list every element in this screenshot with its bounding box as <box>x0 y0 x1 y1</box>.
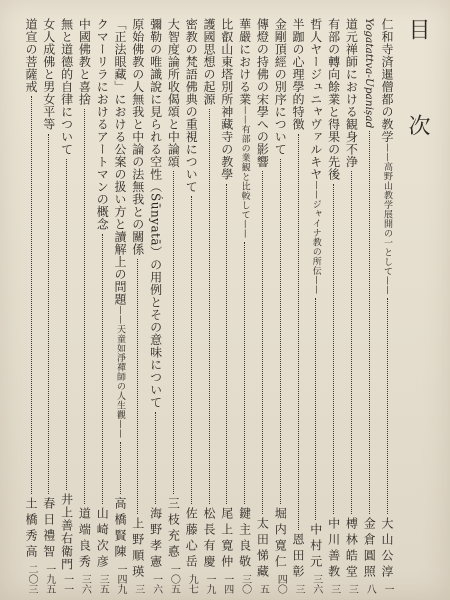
toc-entry <box>149 18 163 594</box>
entry-page-number: 三 <box>293 584 304 594</box>
entry-page-number: 一六 <box>150 574 162 594</box>
entry-title <box>131 18 145 256</box>
entry-title <box>344 18 358 168</box>
entry-title-text: 護國思想の起源 <box>202 18 216 106</box>
entry-title-text: 女人成佛と男女平等 <box>41 18 56 131</box>
entry-page-number: 一一 <box>61 574 73 594</box>
entry-page-number: 二〇三 <box>26 564 37 594</box>
entry-author: 佐藤心岳 <box>184 507 199 571</box>
entry-subtitle: ——高野山教学展開の一として—— <box>382 143 392 295</box>
entry-page-number: 三 <box>328 584 340 594</box>
entry-title <box>309 18 323 295</box>
entry-title <box>60 18 74 156</box>
entry-title-text: 彌勒の唯識說に見られる空性（Śūnyatā）の用例とその意味について <box>148 18 163 409</box>
entry-author: 尾上寛仲 <box>219 507 234 571</box>
entry-title <box>362 18 376 128</box>
entry-title-text: 華嚴における業 <box>237 18 252 106</box>
toc-entry <box>24 18 38 594</box>
entry-title <box>24 18 38 93</box>
entry-author: 金倉圓照 <box>362 517 377 581</box>
entry-author: 海野孝憲 <box>148 507 163 571</box>
entry-author: 中川善教 <box>326 517 341 581</box>
entry-title <box>95 18 109 231</box>
entry-author: 大山公淳 <box>380 517 394 581</box>
entry-page-number: 三五 <box>97 574 109 594</box>
entry-author: 井上善右衛門 <box>59 493 74 571</box>
entry-page-number: 四〇 <box>275 574 287 594</box>
entry-title <box>166 18 180 168</box>
dot-leader <box>226 184 227 505</box>
entry-author: 堀内寛仁 <box>273 507 288 571</box>
entry-title <box>184 18 198 193</box>
entry-title <box>113 18 127 439</box>
toc-entry <box>220 18 234 594</box>
entry-title-text: 半跏の心理學的特徴 <box>291 18 305 131</box>
entry-author: 太田悌藏 <box>255 517 270 581</box>
entry-author: 土橋秀高 <box>24 497 38 561</box>
entry-title <box>238 18 252 239</box>
dot-leader <box>155 412 156 504</box>
entry-author: 春日禮智 <box>41 497 56 561</box>
toc-entry <box>60 18 74 594</box>
entry-title <box>273 18 287 156</box>
dot-leader <box>369 131 370 514</box>
entry-title <box>255 18 269 168</box>
toc-entry <box>131 18 145 594</box>
dot-leader <box>244 242 245 505</box>
entry-subtitle: ——天童如淨禪師の人生觀—— <box>115 305 125 439</box>
entry-page-number: 一 <box>382 584 393 594</box>
toc-entry <box>238 18 252 594</box>
entry-title <box>291 18 305 131</box>
dot-leader <box>333 184 334 515</box>
dot-leader <box>102 234 103 505</box>
entry-title <box>380 18 394 295</box>
entry-author: 榑林皓堂 <box>344 517 359 581</box>
toc-heading: 目 次 <box>405 18 430 162</box>
dot-leader <box>280 159 281 505</box>
dot-leader <box>209 109 210 505</box>
entry-title-text: 「正法眼藏」における公案の扱い方と讀解上の問題 <box>113 18 127 306</box>
entry-title <box>42 18 56 131</box>
entry-title <box>149 18 163 409</box>
entry-page-number: 三〇 <box>239 574 251 594</box>
dot-leader <box>48 134 49 495</box>
entry-subtitle: ——ジャイナ教の所伝—— <box>310 180 321 295</box>
entry-title-text: 大智度論所收偈頌と中論頌 <box>166 18 181 168</box>
dot-leader <box>66 159 67 491</box>
entry-author: 道端良秀 <box>77 507 92 571</box>
entry-author: 山崎次彦 <box>95 507 110 571</box>
entry-title <box>77 18 91 106</box>
entry-page-number: 三六 <box>79 574 91 594</box>
entry-title <box>220 18 234 181</box>
dot-leader <box>84 109 85 505</box>
entry-page-number: 五 <box>257 584 269 594</box>
dot-leader <box>262 171 263 514</box>
entry-title-text: 道元禅師における観身不浄 <box>344 18 359 168</box>
toc-entry <box>327 18 341 594</box>
entry-title-text: 無と道德的自律について <box>59 18 74 156</box>
toc-entry <box>344 18 358 594</box>
entry-page-number: 三 <box>346 584 358 594</box>
entry-title-text: 密教の梵語佛典の重視について <box>184 18 199 193</box>
entry-author: 高橋賢陳 <box>113 497 127 561</box>
entry-page-number: 一四九 <box>115 564 126 594</box>
entry-page-number: 八 <box>364 584 376 594</box>
entry-author: 松長有慶 <box>202 507 216 571</box>
dot-leader <box>120 442 121 495</box>
toc-entry <box>255 18 269 594</box>
entry-author: 三枝充悳 <box>166 497 181 561</box>
toc-entry <box>273 18 287 594</box>
toc-entry <box>362 18 376 594</box>
entry-title-text: 中國佛教と喜捨 <box>77 18 92 106</box>
dot-leader <box>191 196 192 504</box>
dot-leader <box>351 171 352 514</box>
toc-entry <box>113 18 127 594</box>
entry-title <box>327 18 341 181</box>
entry-title-text: 道宣の菩薩戒 <box>24 18 38 93</box>
entry-title-text: 金剛頂經の別序について <box>273 18 288 156</box>
entry-title-text: 傳燈の持佛の宋學への影響 <box>255 18 270 168</box>
toc-entry <box>202 18 216 594</box>
toc-entry <box>77 18 91 594</box>
dot-leader <box>315 298 316 521</box>
toc-entry <box>166 18 180 594</box>
dot-leader <box>173 171 174 494</box>
entry-title <box>202 18 216 106</box>
toc-entry <box>291 18 305 594</box>
entry-title-text: 仁和寺済暹僧都の教学 <box>380 18 394 143</box>
toc-entry <box>42 18 56 594</box>
toc-entry <box>95 18 109 594</box>
entry-page-number: 九七 <box>186 574 198 594</box>
entry-title-text: Yogatattva-Upanișad <box>363 18 376 129</box>
toc-entry <box>309 18 323 594</box>
entry-page-number: 三六 <box>310 574 322 594</box>
dot-leader <box>137 259 138 515</box>
entry-title-text: クマーリラにおけるアートマンの概念 <box>95 18 110 231</box>
entry-title-text: 哲人ヤージュニャヴァルキヤ <box>308 18 323 181</box>
entry-title-text: 原始佛教の人無我と中論の法無我との關係 <box>130 18 145 256</box>
entry-page-number: 一九 <box>204 574 215 594</box>
entry-page-number: 三 <box>132 584 144 594</box>
entry-author: 恩田彰 <box>291 533 305 581</box>
entry-author: 鍵主良敬 <box>237 507 252 571</box>
toc-entry <box>184 18 198 594</box>
entry-author: 中村元 <box>308 523 323 571</box>
entry-page-number: 一四 <box>221 574 233 594</box>
dot-leader <box>387 298 388 514</box>
entry-author: 上野順瑛 <box>130 517 145 581</box>
toc-entry <box>380 18 394 594</box>
entry-page-number: 一九五 <box>43 564 55 594</box>
entry-title-text: 有部の轉向餘業と得果の先後 <box>326 18 341 181</box>
dot-leader <box>298 134 299 531</box>
entry-title-text: 比叡山東塔別所神藏寺の教學 <box>219 18 234 181</box>
dot-leader <box>31 96 32 494</box>
entry-subtitle: ——有部の業観と比較して—— <box>239 105 250 239</box>
entry-page-number: 一〇五 <box>168 564 180 594</box>
